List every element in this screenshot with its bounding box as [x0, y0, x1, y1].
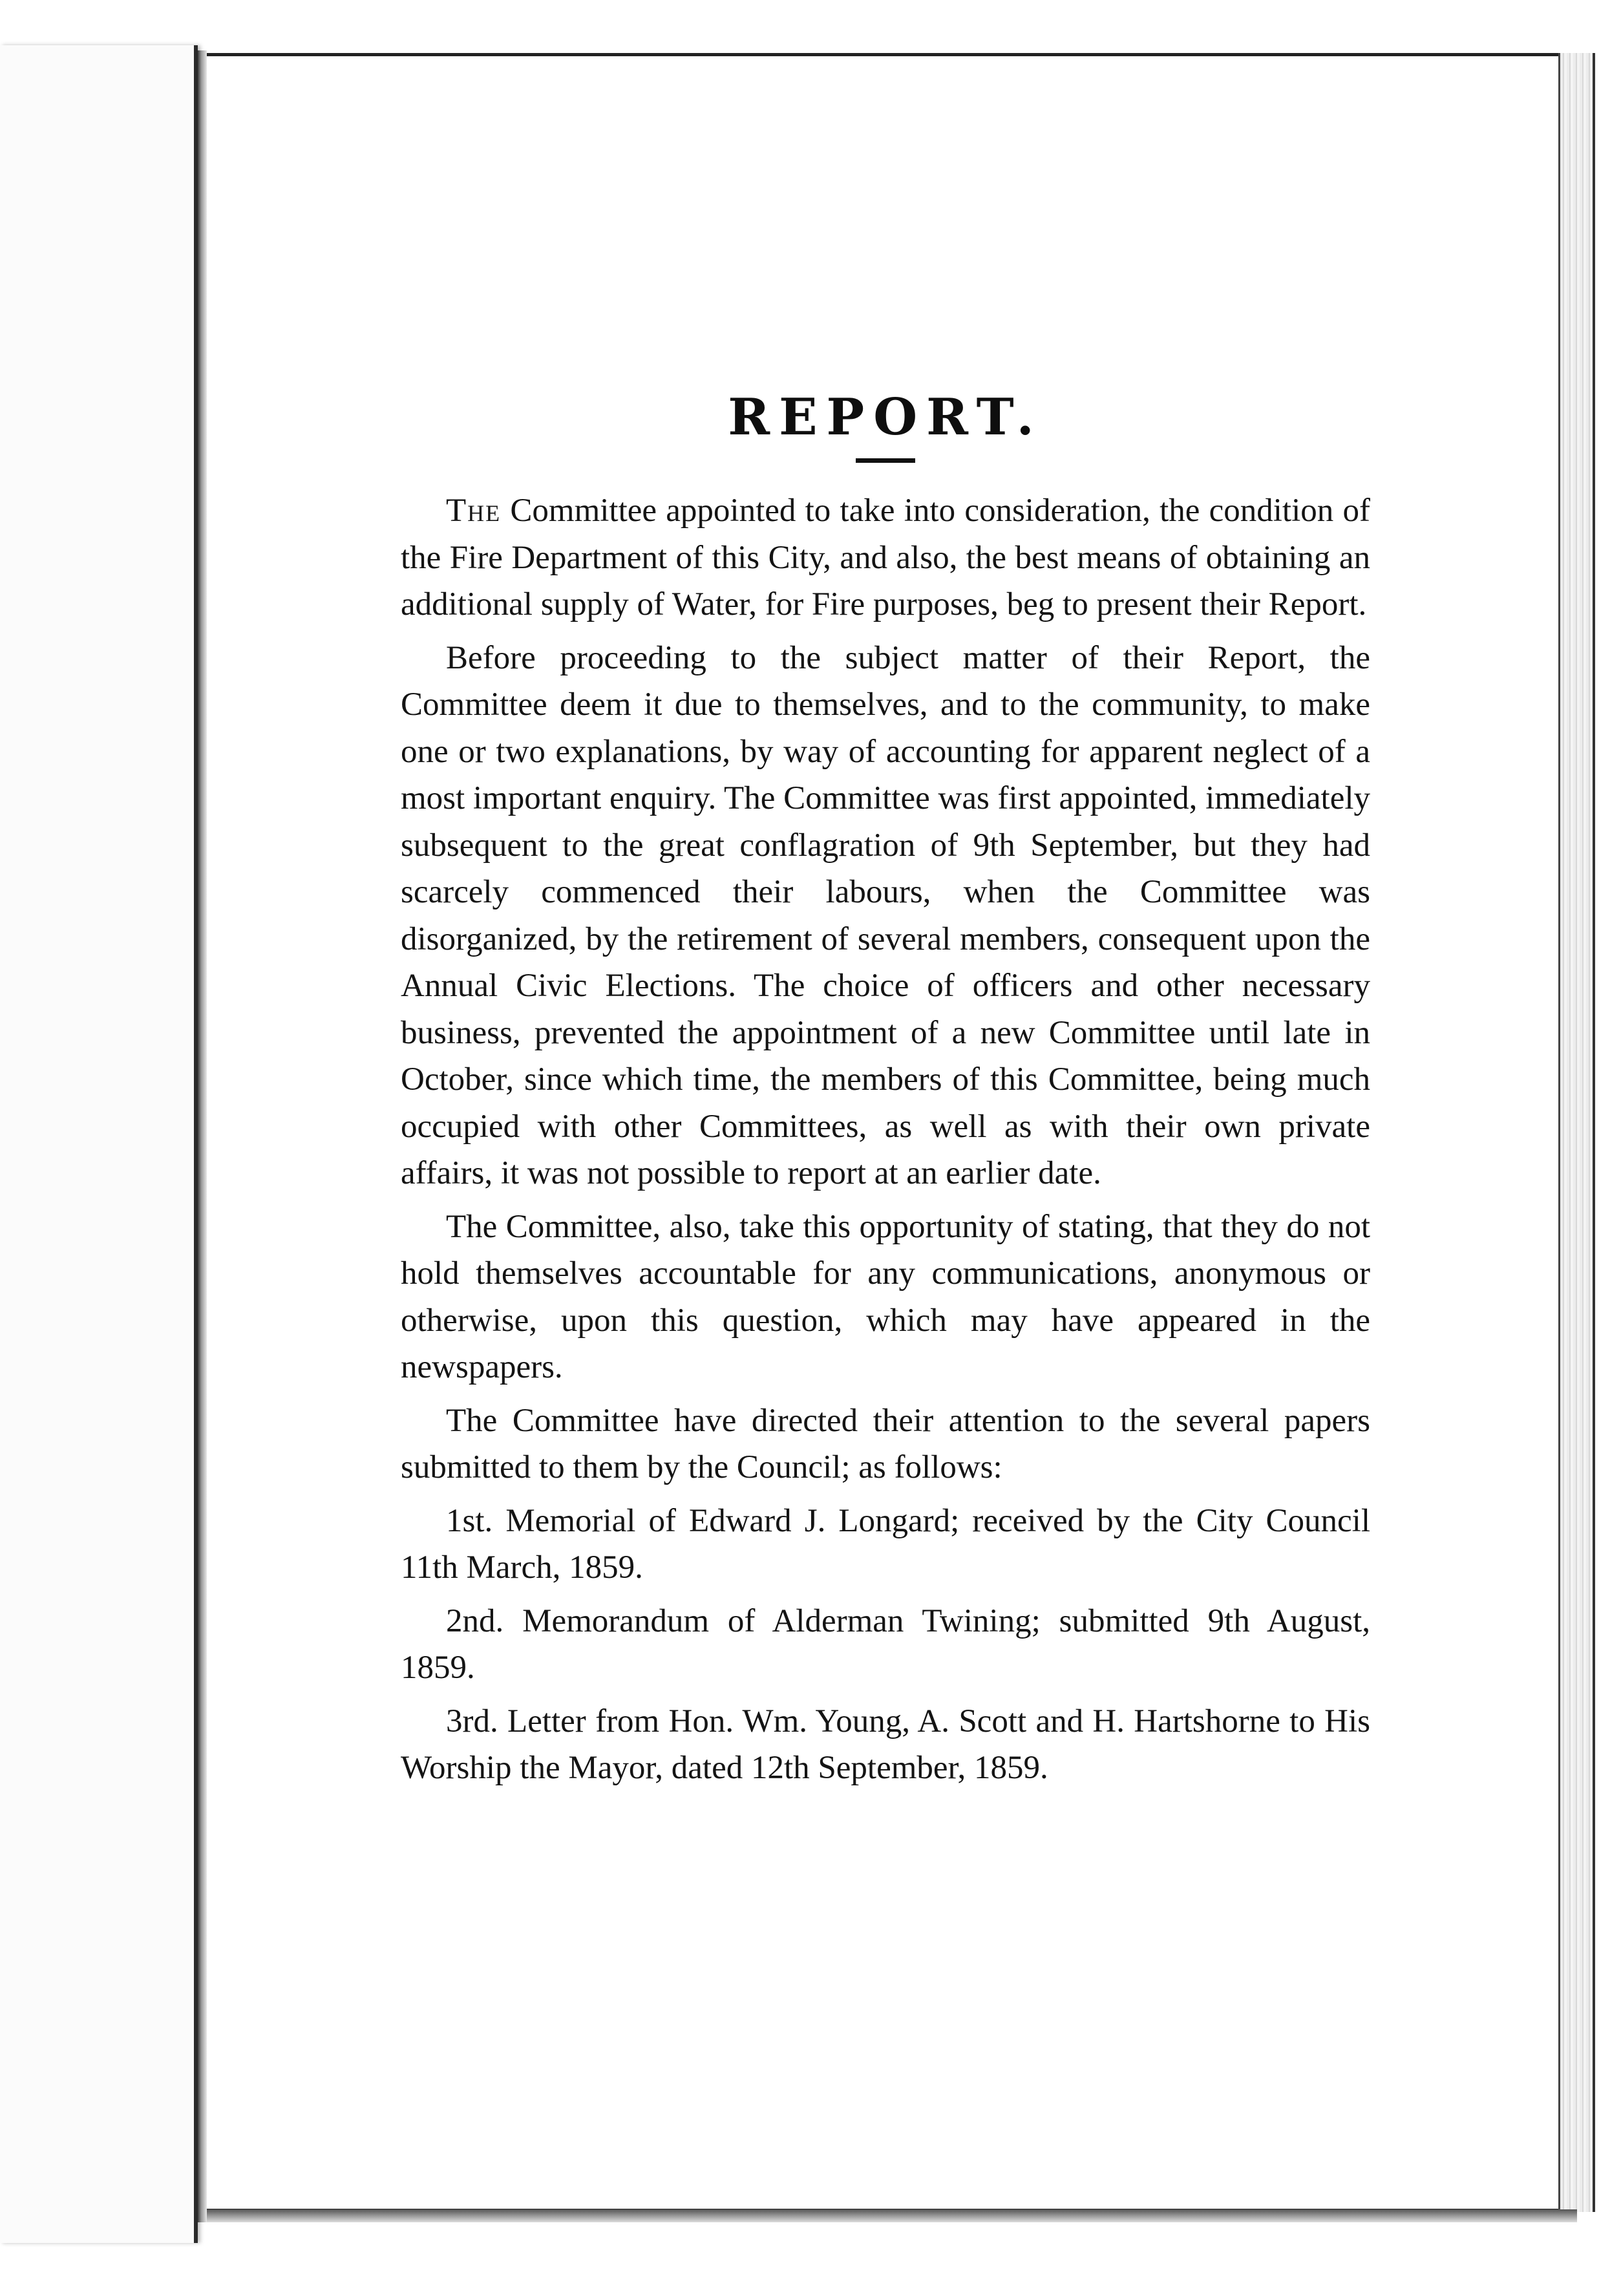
opening-paragraph-text: Committee appointed to take into consideration, the condition of the Fire Department of this City, and also, the best means of obtaining an additional supply of Water, for Fire purposes, beg to present their Report.: [401, 493, 1370, 622]
paragraph-papers-intro: The Committee have directed their attention to the several papers submitted to them by the Council; as follows:: [401, 1402, 1370, 1485]
paragraph-explanation: Before proceeding to the subject matter of their Report, the Committee deem it due to themselves, and to the community, to make one or two explanations, by way of accounting for apparent neglect of a most important enquiry. The Committee was first appointed, immediately subsequent to the great conflagration of 9th September, but they had scarcely commenced their labours, when the Committee was disorganized, by the retirement of several members, consequent upon the Annual Civic Elections. The choice of officers and other necessary business, prevented the appointment of a new Committee until late in October, since which time, the members of this Committee, being much occupied with other Committees, as well as with their own private affairs, it was not possible to report at an earlier date.: [401, 639, 1370, 1191]
title-rule: [856, 458, 915, 463]
opening-paragraph: [401, 487, 1370, 628]
paragraph-accountability: The Committee, also, take this opportunity of stating, that they do not hold themselves accountable for any communications, anonymous or otherwise, upon this question, which may have appeared in the newspapers.: [401, 1208, 1370, 1385]
report-text-block: [401, 388, 1370, 1798]
opening-lead-word: The: [446, 493, 502, 529]
page-bottom-shadow: [207, 2209, 1577, 2222]
paper-item-1: 1st. Memorial of Edward J. Longard; received by the City Council 11th March, 1859.: [401, 1502, 1370, 1586]
page-stack-edge: [1558, 53, 1595, 2212]
paper-item-3: 3rd. Letter from Hon. Wm. Young, A. Scott and H. Hartshorne to His Worship the Mayor, dated 12th September, 1859.: [401, 1703, 1370, 1786]
book-gutter: [198, 50, 207, 2222]
report-title: REPORT.: [728, 388, 1043, 447]
paper-item-2: 2nd. Memorandum of Alderman Twining; submitted 9th August, 1859.: [401, 1602, 1370, 1686]
facing-page-edge: [0, 45, 198, 2243]
